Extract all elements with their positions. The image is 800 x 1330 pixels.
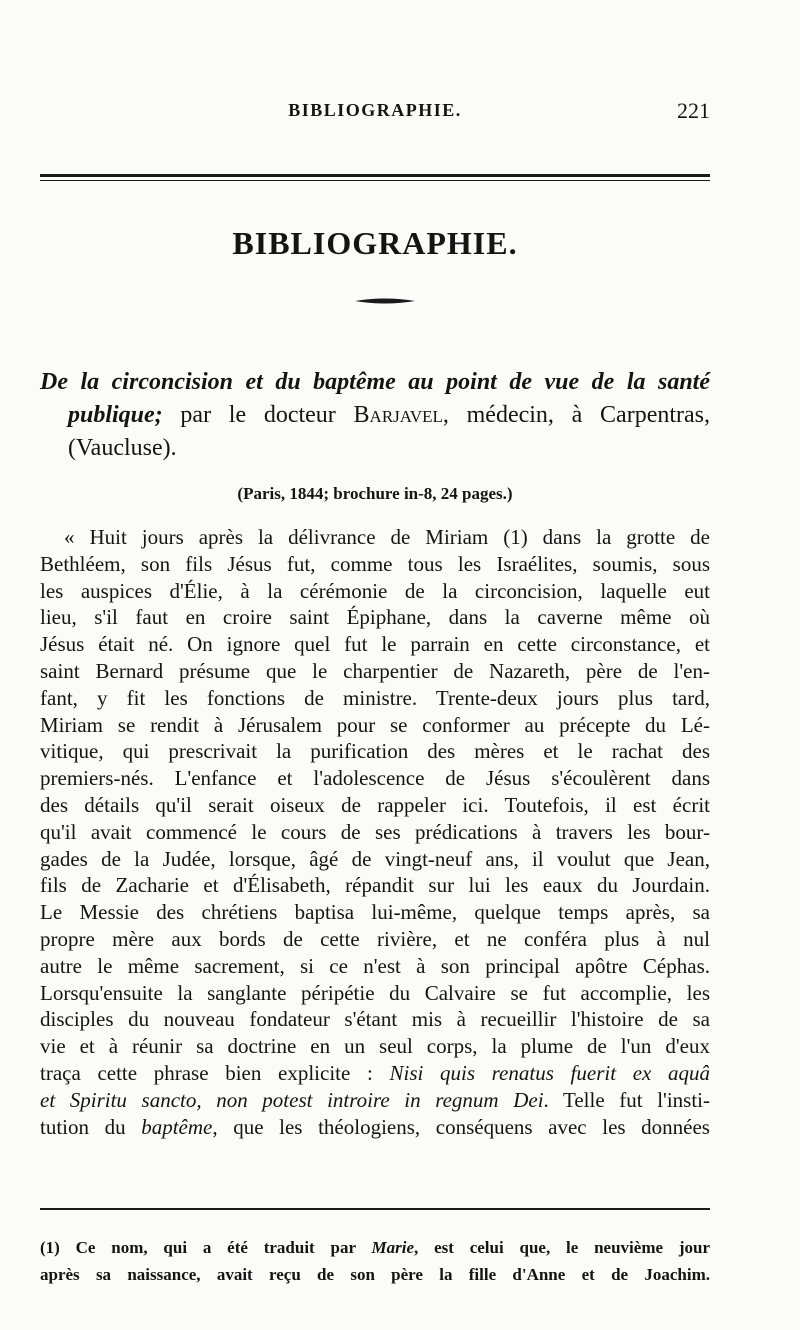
body-line: gades de la Judée, lorsque, âgé de vingt-neuf ans, il voulut que Jean, <box>40 846 710 871</box>
header-rule-thick <box>40 174 710 177</box>
body-line: Jésus était né. On ignore quel fut le parrain en cette circonstance, et <box>40 632 710 657</box>
body-line <box>40 1087 710 1114</box>
body-line: saint Bernard présume que le charpentier de Nazareth, père de l'en- <box>40 658 710 683</box>
footnote-rule <box>40 1208 710 1210</box>
author-name: Barjavel <box>353 402 443 428</box>
body-text-fragment: . Telle fut l'insti- <box>543 1087 710 1112</box>
body-text-fragment: , que les théologiens, conséquens avec les données <box>212 1114 710 1139</box>
body-line: Lorsqu'ensuite la sanglante péripétie du Calvaire se fut accomplie, les <box>40 980 710 1005</box>
latin-quote-cont: et Spiritu sancto, non potest introire in regnum Dei <box>40 1087 544 1112</box>
body-line: propre mère aux bords de cette rivière, et ne conféra plus à nul <box>40 926 710 951</box>
body-line: vie et à réunir sa doctrine en un seul corps, la plume de l'un d'eux <box>40 1034 710 1059</box>
body-line: fant, y fit les fonctions de ministre. Trente-deux jours plus tard, <box>40 685 710 710</box>
body-text-fragment: traça cette phrase bien explicite : <box>40 1060 390 1085</box>
footnote-fragment: (1) Ce nom, qui a été traduit par <box>40 1238 372 1257</box>
header-rule-thin <box>40 180 710 181</box>
page-number: 221 <box>677 98 710 123</box>
body-line: disciples du nouveau fondateur s'étant mis à recueillir l'histoire de sa <box>40 1007 710 1032</box>
body-line <box>40 1114 710 1141</box>
body-line: les auspices d'Élie, à la cérémonie de la circoncision, laquelle eut <box>40 578 710 603</box>
author-role: , médecin, <box>442 402 554 428</box>
section-title: BIBLIOGRAPHIE. <box>232 225 518 261</box>
body-line: « Huit jours après la délivrance de Miriam (1) dans la grotte de <box>64 525 710 549</box>
publication-note: (Paris, 1844; brochure in-8, 24 pages.) <box>237 484 513 503</box>
body-line: fils de Zacharie et d'Élisabeth, répandit sur lui les eaux du Jourdain. <box>40 873 710 898</box>
ornament-divider <box>355 296 415 306</box>
body-line: autre le même sacrement, si ce n'est à son principal apôtre Céphas. <box>40 953 710 978</box>
body-line: premiers-nés. L'enfance et l'adolescence de Jésus s'écoulèrent dans <box>40 766 710 791</box>
body-text <box>40 524 710 1140</box>
body-line: Bethléem, son fils Jésus fut, comme tous les Israélites, soumis, sous <box>40 551 710 576</box>
body-text-fragment: tution du <box>40 1114 142 1139</box>
body-line: qu'il avait commencé le cours de ses prédications à travers les bour- <box>40 819 710 844</box>
latin-quote: Nisi quis renatus fuerit ex aquâ <box>389 1060 710 1085</box>
body-line: Le Messie des chrétiens baptisa lui-même, quelque temps après, sa <box>40 900 710 925</box>
work-title <box>40 366 710 465</box>
work-title-italic-2: la santé publique; <box>68 369 711 428</box>
body-line <box>40 1060 710 1087</box>
body-line: vitique, qui prescrivait la purification des mères et le rachat des <box>40 739 710 764</box>
footnote <box>40 1234 710 1288</box>
work-title-italic: De la circoncision et du baptême au point de vue de <box>40 369 615 395</box>
footnote-line <box>40 1234 710 1261</box>
running-head <box>40 100 710 132</box>
running-title: BIBLIOGRAPHIE. <box>288 100 462 120</box>
body-line: Miriam se rendit à Jérusalem pour se conformer au précepte du Lé- <box>40 712 710 737</box>
footnote-italic: Marie <box>371 1238 415 1257</box>
footnote-fragment: , est celui que, le neuvième jour <box>414 1238 710 1257</box>
footnote-line: après sa naissance, avait reçu de son père la fille d'Anne et de Joachim. <box>40 1265 710 1284</box>
body-line: des détails qu'il serait oiseux de rappeler ici. Toutefois, il est écrit <box>40 792 710 817</box>
italic-term: baptême <box>141 1114 213 1139</box>
body-line: lieu, s'il faut en croire saint Épiphane, dans la caverne même où <box>40 605 710 630</box>
work-title-by: par le docteur <box>162 402 354 428</box>
author-location: à Carpentras, (Vaucluse). <box>68 402 711 461</box>
